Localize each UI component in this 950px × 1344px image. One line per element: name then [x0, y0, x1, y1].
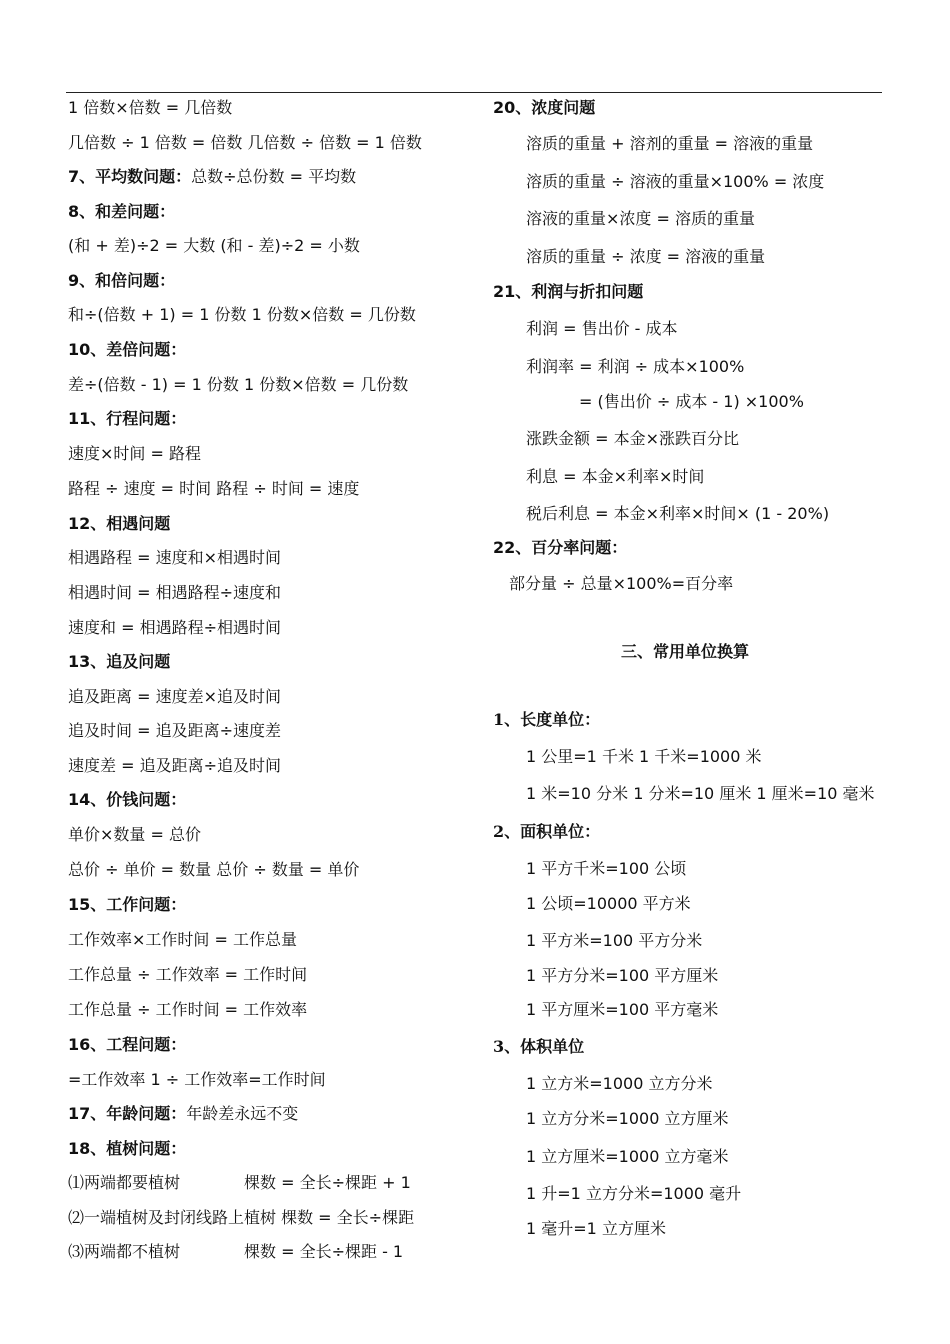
heading: 3、体积单位: [493, 1037, 585, 1056]
text-line: 单价×数量 = 总价: [68, 825, 201, 844]
heading: 11、行程问题：: [68, 409, 187, 428]
text-line: 溶液的重量×浓度 = 溶质的重量: [526, 209, 755, 228]
text-line: 1 毫升=1 立方厘米: [526, 1219, 666, 1238]
text-line: 和÷(倍数 + 1) = 1 份数 1 份数×倍数 = 几份数: [68, 305, 416, 324]
heading: 8、和差问题：: [68, 202, 176, 221]
text-line: = (售出价 ÷ 成本 - 1) ×100%: [579, 392, 804, 411]
text-line: 工作总量 ÷ 工作效率 = 工作时间: [68, 965, 308, 984]
text-line: 路程 ÷ 速度 = 时间 路程 ÷ 时间 = 速度: [68, 479, 360, 498]
text-line: (和 + 差)÷2 = 大数 (和 - 差)÷2 = 小数: [68, 236, 360, 255]
text-line: [68, 166, 356, 188]
text-line: 溶质的重量 + 溶剂的重量 = 溶液的重量: [526, 134, 814, 153]
text-line: 几倍数 ÷ 1 倍数 = 倍数 几倍数 ÷ 倍数 = 1 倍数: [68, 133, 422, 152]
text-line: 1 平方千米=100 公顷: [526, 859, 687, 878]
heading: 14、价钱问题：: [68, 790, 187, 809]
text-line: 相遇时间 = 相遇路程÷速度和: [68, 583, 281, 602]
formula: 年龄差永远不变: [186, 1104, 299, 1123]
formula: 棵数 = 全长÷棵距 + 1: [244, 1173, 411, 1192]
text-line: ⑵一端植树及封闭线路上植树 棵数 = 全长÷棵距: [68, 1208, 415, 1227]
text-line: 涨跌金额 = 本金×涨跌百分比: [526, 429, 739, 448]
heading: 15、工作问题：: [68, 895, 187, 914]
text-line: 差÷(倍数 - 1) = 1 份数 1 份数×倍数 = 几份数: [68, 375, 409, 394]
heading: 13、追及问题: [68, 652, 171, 671]
text-line: 工作总量 ÷ 工作时间 = 工作效率: [68, 1000, 308, 1019]
text-line: 总价 ÷ 单价 = 数量 总价 ÷ 数量 = 单价: [68, 860, 360, 879]
text-line: 速度和 = 相遇路程÷相遇时间: [68, 618, 281, 637]
heading: 20、浓度问题: [493, 98, 596, 117]
text-line: 1 平方厘米=100 平方毫米: [526, 1000, 719, 1019]
text-line: 溶质的重量 ÷ 浓度 = 溶液的重量: [526, 247, 766, 266]
heading: 9、和倍问题：: [68, 271, 176, 290]
case-label: ⑴两端都要植树: [68, 1173, 181, 1192]
text-line: 工作效率×工作时间 = 工作总量: [68, 930, 297, 949]
top-rule: [66, 92, 882, 93]
text-line: 1 立方厘米=1000 立方毫米: [526, 1147, 729, 1166]
section-title: 三、常用单位换算: [621, 642, 750, 661]
text-line: 溶质的重量 ÷ 溶液的重量×100% = 浓度: [526, 172, 825, 191]
text-line: 速度差 = 追及距离÷追及时间: [68, 756, 281, 775]
text-line: 追及距离 = 速度差×追及时间: [68, 687, 281, 706]
heading: 2、面积单位：: [493, 822, 601, 841]
text-line: 利息 = 本金×利率×时间: [526, 467, 705, 486]
text-line: 1 米=10 分米 1 分米=10 厘米 1 厘米=10 毫米: [526, 784, 875, 803]
heading: 1、长度单位：: [493, 710, 601, 729]
text-line: 1 升=1 立方分米=1000 毫升: [526, 1184, 742, 1203]
case-label: ⑶两端都不植树: [68, 1242, 181, 1261]
heading: 22、百分率问题：: [493, 538, 628, 557]
text-line: 利润率 = 利润 ÷ 成本×100%: [526, 357, 745, 376]
text-line: 1 立方分米=1000 立方厘米: [526, 1109, 729, 1128]
heading: 16、工程问题：: [68, 1035, 187, 1054]
formula: 棵数 = 全长÷棵距 - 1: [244, 1242, 404, 1261]
heading: 17、年龄问题：: [68, 1104, 187, 1123]
text-line: =工作效率 1 ÷ 工作效率=工作时间: [68, 1070, 326, 1089]
heading: 21、利润与折扣问题: [493, 282, 644, 301]
text-line: 部分量 ÷ 总量×100%=百分率: [509, 574, 734, 593]
text-line: 追及时间 = 追及距离÷速度差: [68, 721, 281, 740]
heading: 7、平均数问题：: [68, 167, 192, 186]
formula: 总数÷总份数 = 平均数: [191, 167, 357, 186]
text-line: [68, 1241, 403, 1263]
text-line: 1 平方分米=100 平方厘米: [526, 966, 719, 985]
text-line: [68, 1172, 411, 1194]
text-line: [68, 1103, 298, 1125]
text-line: 1 平方米=100 平方分米: [526, 931, 703, 950]
text-line: 相遇路程 = 速度和×相遇时间: [68, 548, 281, 567]
text-line: 速度×时间 = 路程: [68, 444, 201, 463]
heading: 10、差倍问题：: [68, 340, 187, 359]
text-line: 1 公里=1 千米 1 千米=1000 米: [526, 747, 762, 766]
text-line: 1 立方米=1000 立方分米: [526, 1074, 713, 1093]
heading: 12、相遇问题: [68, 514, 171, 533]
text-line: 1 公顷=10000 平方米: [526, 894, 691, 913]
heading: 18、植树问题：: [68, 1139, 187, 1158]
text-line: 1 倍数×倍数 = 几倍数: [68, 98, 233, 117]
text-line: 利润 = 售出价 - 成本: [526, 319, 678, 338]
text-line: 税后利息 = 本金×利率×时间× (1 - 20%): [526, 504, 830, 523]
